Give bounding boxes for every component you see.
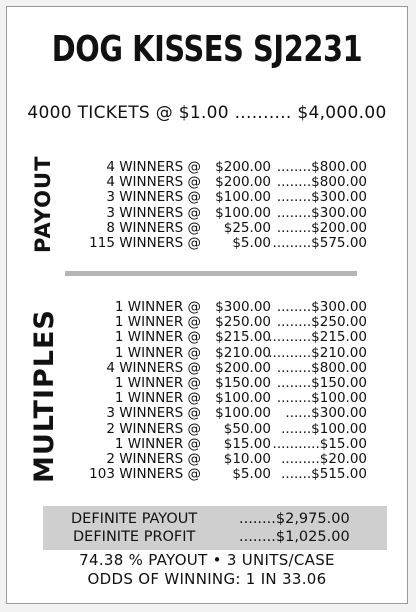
winners-count: 115 WINNERS @ <box>89 235 201 251</box>
prize-amount: $200.00 <box>215 174 271 191</box>
definite-payout-label: DEFINITE PAYOUT <box>71 511 198 527</box>
row-total: ..........$215.00 <box>268 329 367 346</box>
payout-row <box>7 220 407 236</box>
row-total: ..........$210.00 <box>268 344 367 361</box>
winners-count: 4 WINNERS @ <box>106 174 201 191</box>
pull-tab-flare <box>6 6 408 604</box>
winners-count: 1 WINNER @ <box>114 299 201 315</box>
row-total: ........$800.00 <box>276 174 367 191</box>
row-total: ........$150.00 <box>276 375 367 391</box>
definite-payout-line <box>43 510 387 529</box>
prize-amount: $210.00 <box>215 344 271 361</box>
multiples-row <box>7 345 407 361</box>
winners-count: 1 WINNER @ <box>114 314 201 331</box>
winners-count: 3 WINNERS @ <box>106 405 201 422</box>
multiples-row <box>7 390 407 406</box>
definite-profit-line <box>43 528 387 547</box>
definite-payout-value: ........$2,975.00 <box>239 511 350 527</box>
row-total: ........$250.00 <box>276 314 367 331</box>
winners-count: 1 WINNER @ <box>114 435 201 452</box>
prize-amount: $50.00 <box>223 420 271 437</box>
row-total: ........$100.00 <box>276 390 367 407</box>
row-total: ......$300.00 <box>285 405 367 422</box>
multiples-row <box>7 436 407 452</box>
winners-count: 4 WINNERS @ <box>106 159 201 175</box>
row-total: .......$515.00 <box>281 466 367 483</box>
winners-count: 1 WINNER @ <box>114 329 201 346</box>
prize-amount: $200.00 <box>215 159 271 175</box>
row-total: ........$300.00 <box>276 204 367 221</box>
winners-count: 2 WINNERS @ <box>106 420 201 437</box>
multiples-row <box>7 405 407 421</box>
game-title: DOG KISSES SJ2231 <box>51 29 363 70</box>
row-total: .........$20.00 <box>281 451 367 467</box>
definite-profit-label: DEFINITE PROFIT <box>73 529 196 545</box>
prize-amount: $5.00 <box>232 235 271 251</box>
prize-amount: $100.00 <box>215 405 271 422</box>
winners-count: 1 WINNER @ <box>114 344 201 361</box>
payout-row <box>7 205 407 221</box>
prize-amount: $250.00 <box>215 314 271 331</box>
row-total: ........$300.00 <box>276 189 367 206</box>
multiples-row <box>7 451 407 467</box>
prize-amount: $10.00 <box>223 451 271 467</box>
row-total: ........$800.00 <box>276 159 367 175</box>
prize-amount: $200.00 <box>215 359 271 376</box>
row-total: .........$575.00 <box>272 235 367 251</box>
row-total: ........$800.00 <box>276 359 367 376</box>
multiples-row <box>7 375 407 391</box>
winners-count: 2 WINNERS @ <box>106 451 201 467</box>
prize-amount: $100.00 <box>215 390 271 407</box>
prize-amount: $300.00 <box>215 299 271 315</box>
prize-amount: $215.00 <box>215 329 271 346</box>
prize-amount: $100.00 <box>215 189 271 206</box>
prize-amount: $150.00 <box>215 375 271 391</box>
row-total: ........$300.00 <box>276 299 367 315</box>
winners-count: 8 WINNERS @ <box>106 219 201 236</box>
prize-amount: $15.00 <box>223 435 271 452</box>
multiples-row <box>7 421 407 437</box>
ticket-count-line: 4000 TICKETS @ $1.00 .......... $4,000.00 <box>27 103 387 123</box>
multiples-row <box>7 466 407 482</box>
definite-profit-value: ........$1,025.00 <box>239 529 350 545</box>
payout-row <box>7 189 407 205</box>
winners-count: 3 WINNERS @ <box>106 204 201 221</box>
payout-row <box>7 159 407 175</box>
payout-row <box>7 235 407 251</box>
multiples-row <box>7 329 407 345</box>
section-divider <box>65 271 357 276</box>
winners-count: 103 WINNERS @ <box>89 466 201 483</box>
multiples-row <box>7 360 407 376</box>
payout-row <box>7 174 407 190</box>
winners-count: 4 WINNERS @ <box>106 359 201 376</box>
multiples-label: MULTIPLES <box>29 309 60 483</box>
prize-amount: $5.00 <box>232 466 271 483</box>
row-total: ........$200.00 <box>276 219 367 236</box>
winners-count: 3 WINNERS @ <box>106 189 201 206</box>
row-total: ...........$15.00 <box>272 435 367 452</box>
winners-count: 1 WINNER @ <box>114 375 201 391</box>
payout-units-line: 74.38 % PAYOUT • 3 UNITS/CASE <box>79 551 335 569</box>
odds-line: ODDS OF WINNING: 1 IN 33.06 <box>87 570 327 588</box>
winners-count: 1 WINNER @ <box>114 390 201 407</box>
summary-box <box>43 506 387 550</box>
prize-amount: $100.00 <box>215 204 271 221</box>
multiples-row <box>7 299 407 315</box>
payout-label: PAYOUT <box>31 155 55 253</box>
prize-amount: $25.00 <box>223 219 271 236</box>
multiples-row <box>7 314 407 330</box>
row-total: .......$100.00 <box>281 420 367 437</box>
